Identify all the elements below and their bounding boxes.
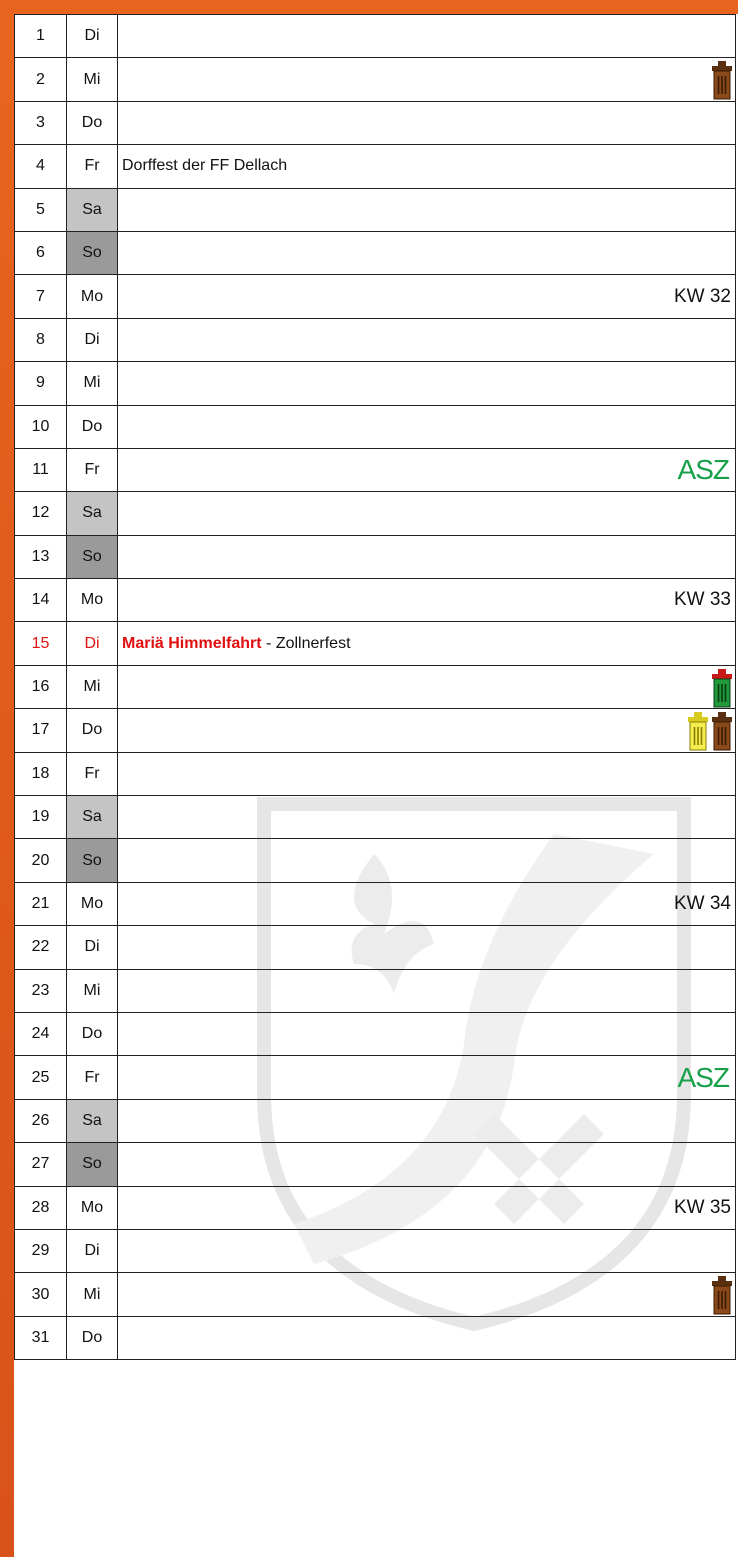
weekday-label: Di <box>67 1229 118 1272</box>
weekday-label: So <box>67 839 118 882</box>
day-number: 16 <box>15 665 67 708</box>
day-number: 30 <box>15 1273 67 1316</box>
day-number: 29 <box>15 1229 67 1272</box>
event-cell <box>118 1143 736 1186</box>
calendar-row <box>15 839 736 882</box>
calendar-row <box>15 1273 736 1316</box>
day-number: 28 <box>15 1186 67 1229</box>
weekday-label: Di <box>67 622 118 665</box>
day-number: 22 <box>15 926 67 969</box>
event-cell <box>118 188 736 231</box>
weekday-label: Sa <box>67 1099 118 1142</box>
calendar-row <box>15 1316 736 1359</box>
event-cell <box>118 796 736 839</box>
calendar-table <box>14 14 736 1360</box>
event-cell <box>118 318 736 361</box>
yellow-bin-icon <box>687 711 709 751</box>
weekday-label: So <box>67 535 118 578</box>
event-cell <box>118 709 736 752</box>
day-number: 1 <box>15 15 67 58</box>
calendar-week-label: KW 34 <box>673 893 731 914</box>
day-number: 19 <box>15 796 67 839</box>
calendar-row <box>15 145 736 188</box>
calendar-row <box>15 796 736 839</box>
asz-label: ASZ <box>677 1061 729 1093</box>
weekday-label: Mi <box>67 362 118 405</box>
calendar-row <box>15 275 736 318</box>
holiday-name: Mariä Himmelfahrt <box>122 634 262 652</box>
event-cell <box>118 145 736 188</box>
event-cell <box>118 231 736 274</box>
event-cell <box>118 535 736 578</box>
orange-border <box>0 0 738 14</box>
calendar-row <box>15 318 736 361</box>
weekday-label: Fr <box>67 752 118 795</box>
event-cell <box>118 275 736 318</box>
weekday-label: Mo <box>67 275 118 318</box>
event-cell <box>118 15 736 58</box>
weekday-label: Fr <box>67 448 118 491</box>
calendar-row <box>15 101 736 144</box>
weekday-label: Do <box>67 709 118 752</box>
calendar-row <box>15 231 736 274</box>
event-cell <box>118 839 736 882</box>
event-cell <box>118 1012 736 1055</box>
day-number: 12 <box>15 492 67 535</box>
weekday-label: So <box>67 1143 118 1186</box>
calendar-row <box>15 362 736 405</box>
day-number: 4 <box>15 145 67 188</box>
event-cell <box>118 58 736 101</box>
calendar-row <box>15 1056 736 1099</box>
weekday-label: Mi <box>67 969 118 1012</box>
day-number: 8 <box>15 318 67 361</box>
weekday-label: Fr <box>67 145 118 188</box>
asz-label: ASZ <box>677 454 729 486</box>
calendar-row <box>15 535 736 578</box>
weekday-label: Mo <box>67 882 118 925</box>
calendar-row <box>15 492 736 535</box>
calendar-row <box>15 1099 736 1142</box>
calendar-row <box>15 926 736 969</box>
event-cell <box>118 1273 736 1316</box>
event-cell <box>118 665 736 708</box>
weekday-label: Di <box>67 926 118 969</box>
day-number: 13 <box>15 535 67 578</box>
weekday-label: Fr <box>67 1056 118 1099</box>
calendar-row <box>15 58 736 101</box>
weekday-label: Sa <box>67 796 118 839</box>
event-cell <box>118 926 736 969</box>
day-number: 27 <box>15 1143 67 1186</box>
calendar-row <box>15 709 736 752</box>
calendar-row <box>15 579 736 622</box>
weekday-label: Do <box>67 1012 118 1055</box>
calendar-row <box>15 1186 736 1229</box>
weekday-label: So <box>67 231 118 274</box>
event-cell <box>118 622 736 665</box>
event-cell <box>118 1229 736 1272</box>
event-cell <box>118 1056 736 1099</box>
day-number: 17 <box>15 709 67 752</box>
event-cell <box>118 1186 736 1229</box>
weekday-label: Mo <box>67 1186 118 1229</box>
weekday-label: Sa <box>67 492 118 535</box>
event-cell <box>118 882 736 925</box>
day-number: 9 <box>15 362 67 405</box>
weekday-label: Mi <box>67 1273 118 1316</box>
calendar-row <box>15 665 736 708</box>
weekday-label: Do <box>67 1316 118 1359</box>
day-number: 24 <box>15 1012 67 1055</box>
event-text: - Zollnerfest <box>261 634 351 652</box>
calendar-row <box>15 882 736 925</box>
weekday-label: Do <box>67 101 118 144</box>
waste-bins <box>711 1275 733 1315</box>
calendar-row <box>15 622 736 665</box>
calendar-row <box>15 752 736 795</box>
day-number: 2 <box>15 58 67 101</box>
calendar-week-label: KW 35 <box>673 1196 731 1218</box>
brown-bin-icon <box>711 711 733 751</box>
calendar-row <box>15 1229 736 1272</box>
day-number: 25 <box>15 1056 67 1099</box>
day-number: 6 <box>15 231 67 274</box>
calendar-row <box>15 188 736 231</box>
weekday-label: Mi <box>67 665 118 708</box>
calendar-row <box>15 15 736 58</box>
calendar-row <box>15 405 736 448</box>
day-number: 18 <box>15 752 67 795</box>
calendar-row <box>15 1143 736 1186</box>
day-number: 14 <box>15 579 67 622</box>
event-cell <box>118 1316 736 1359</box>
waste-bins <box>711 60 733 100</box>
calendar-row <box>15 969 736 1012</box>
event-cell <box>118 752 736 795</box>
event-cell <box>118 448 736 491</box>
day-number: 20 <box>15 839 67 882</box>
day-number: 31 <box>15 1316 67 1359</box>
event-cell <box>118 492 736 535</box>
event-cell <box>118 579 736 622</box>
green-bin-icon <box>711 668 733 708</box>
calendar-sheet <box>14 14 738 1557</box>
weekday-label: Mo <box>67 579 118 622</box>
day-number: 5 <box>15 188 67 231</box>
brown-bin-icon <box>711 1275 733 1315</box>
event-cell <box>118 1099 736 1142</box>
event-cell <box>118 969 736 1012</box>
event-cell <box>118 405 736 448</box>
brown-bin-icon <box>711 60 733 100</box>
weekday-label: Mi <box>67 58 118 101</box>
day-number: 26 <box>15 1099 67 1142</box>
weekday-label: Sa <box>67 188 118 231</box>
calendar-week-label: KW 33 <box>673 589 731 611</box>
day-number: 3 <box>15 101 67 144</box>
weekday-label: Di <box>67 15 118 58</box>
day-number: 11 <box>15 448 67 491</box>
weekday-label: Do <box>67 405 118 448</box>
day-number: 21 <box>15 882 67 925</box>
waste-bins <box>711 668 733 708</box>
weekday-label: Di <box>67 318 118 361</box>
calendar-row <box>15 448 736 491</box>
waste-bins <box>687 711 733 751</box>
day-number: 15 <box>15 622 67 665</box>
calendar-week-label: KW 32 <box>673 285 731 307</box>
day-number: 7 <box>15 275 67 318</box>
day-number: 23 <box>15 969 67 1012</box>
calendar-row <box>15 1012 736 1055</box>
event-cell <box>118 362 736 405</box>
day-number: 10 <box>15 405 67 448</box>
event-text: Dorffest der FF Dellach <box>122 157 288 175</box>
event-cell <box>118 101 736 144</box>
